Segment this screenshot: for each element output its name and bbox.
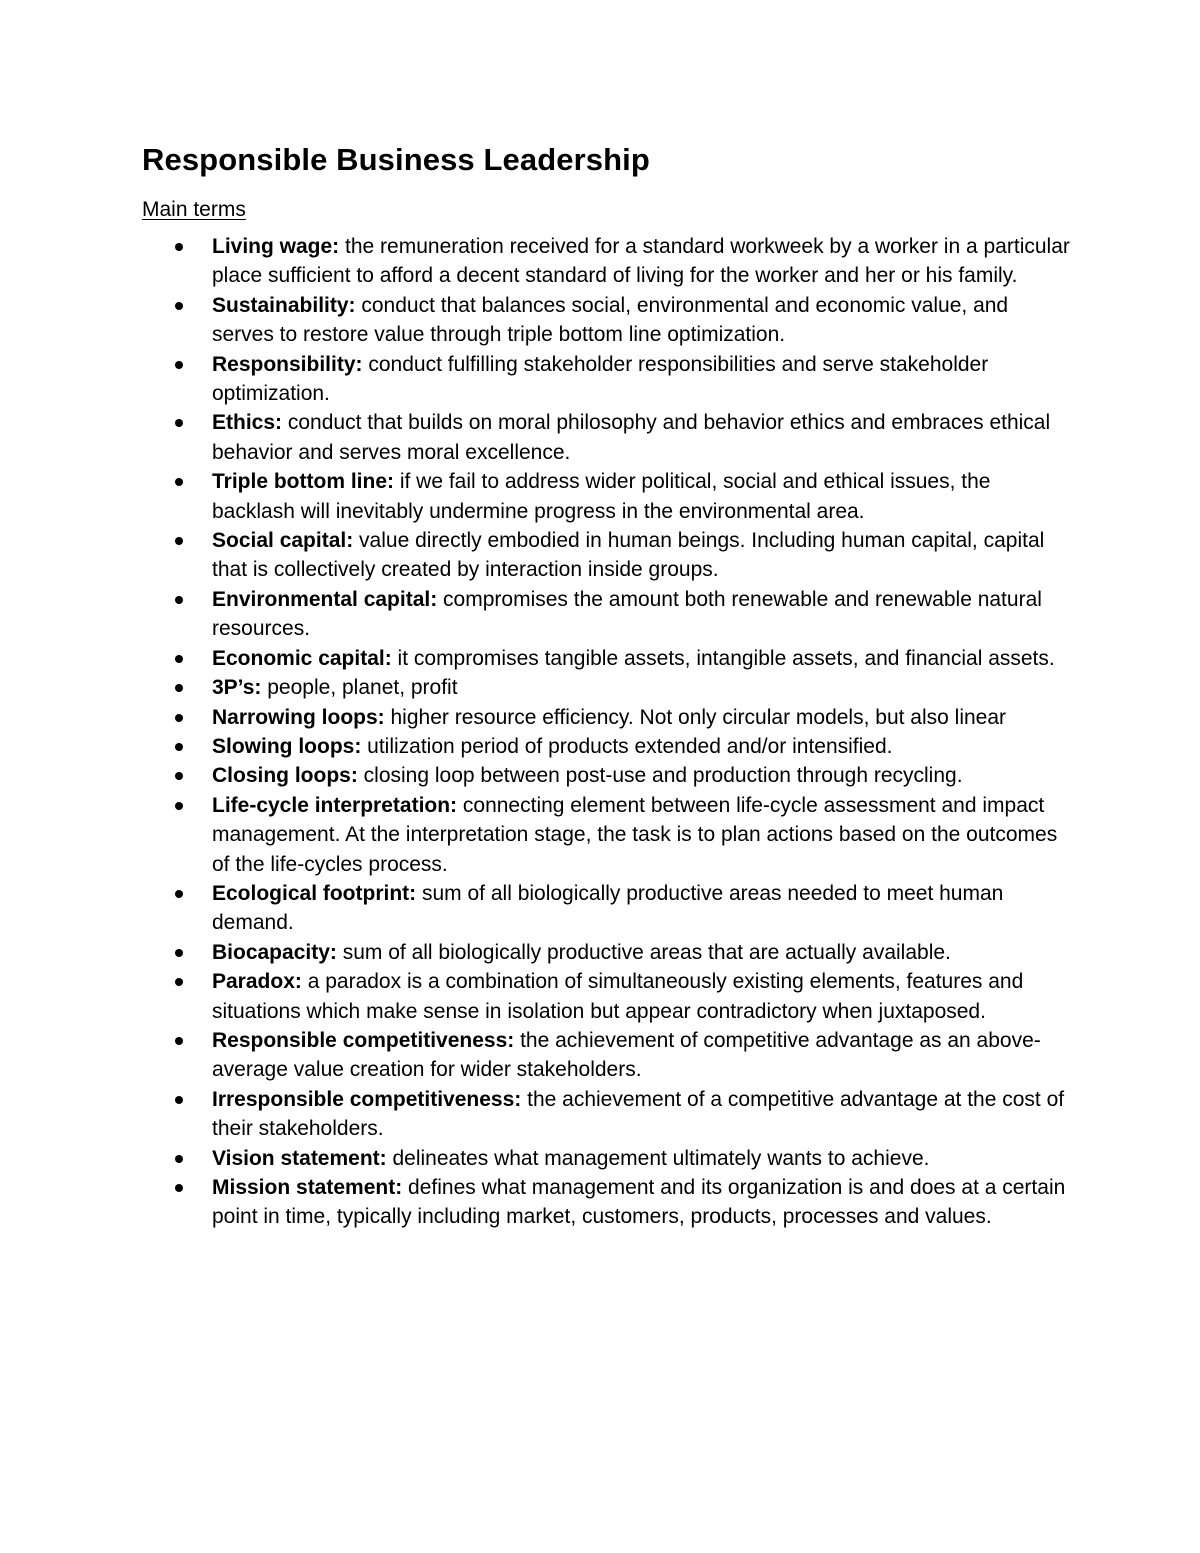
bullet-icon (175, 978, 183, 986)
list-item (142, 585, 1072, 644)
bullet-icon (175, 1184, 183, 1192)
terms-list (142, 232, 1072, 1232)
term-definition: value directly embodied in human beings. Including human capital, capital that is collectively created by interaction inside groups. (212, 529, 1045, 582)
term-name: Economic capital: (212, 646, 392, 670)
term-name: Paradox: (212, 970, 302, 994)
term-definition: the achievement of competitive advantage as an above-average value creation for wider stakeholders. (212, 1028, 1041, 1082)
bullet-icon (175, 1037, 183, 1045)
list-item (142, 350, 1072, 409)
bullet-icon (175, 890, 183, 898)
term-name: Life-cycle interpretation: (212, 793, 458, 817)
bullet-icon (175, 714, 183, 722)
bullet-icon (175, 684, 183, 692)
list-item (142, 761, 1072, 790)
term-definition: sum of all biologically productive areas needed to meet human demand. (212, 881, 1004, 935)
term-definition: if we fail to address wider political, social and ethical issues, the backlash will inevitably undermine progress in the environmental area. (212, 470, 991, 523)
term-name: Sustainability: (212, 293, 356, 317)
list-item (142, 673, 1072, 702)
term-definition: the achievement of a competitive advantage at the cost of their stakeholders. (212, 1087, 1065, 1141)
bullet-icon (175, 655, 183, 663)
term-name: Mission statement: (212, 1176, 403, 1199)
list-item (142, 232, 1072, 291)
term-name: Closing loops: (212, 764, 358, 788)
term-definition: sum of all biologically productive areas that are actually available. (336, 940, 951, 964)
term-name: Ethics: (212, 411, 283, 435)
term-definition: connecting element between life-cycle assessment and impact management. At the interpretation stage, the task is to plan actions based on the outcomes of the life-cycles process. (212, 793, 1058, 876)
term-name: Irresponsible competitiveness: (212, 1087, 522, 1111)
term-name: Triple bottom line: (212, 470, 394, 494)
term-name: Biocapacity: (212, 940, 337, 964)
term-name: Responsible competitiveness: (212, 1028, 515, 1052)
list-item (142, 732, 1072, 761)
section-heading: Main terms (142, 198, 246, 221)
list-item (142, 644, 1072, 673)
list-item (142, 526, 1072, 585)
term-definition: closing loop between post-use and production through recycling. (357, 764, 963, 788)
list-item (142, 703, 1072, 732)
bullet-icon (175, 596, 183, 604)
bullet-icon (175, 419, 183, 427)
list-item (142, 791, 1072, 879)
term-definition: conduct that builds on moral philosophy and behavior ethics and embraces ethical behavior and serves moral excellence. (212, 411, 1051, 464)
term-definition: it compromises tangible assets, intangible assets, and financial assets. (391, 646, 1055, 670)
list-item (142, 938, 1072, 967)
list-item (142, 408, 1072, 467)
term-definition: compromises the amount both renewable and renewable natural resources. (212, 587, 1042, 641)
bullet-icon (175, 537, 183, 545)
bullet-icon (175, 302, 183, 310)
list-item (142, 1173, 1072, 1232)
term-name: 3P’s: (212, 676, 262, 700)
term-name: Narrowing loops: (212, 705, 385, 729)
list-item (142, 467, 1072, 526)
list-item (142, 1026, 1072, 1085)
term-name: Social capital: (212, 529, 354, 553)
list-item (142, 879, 1072, 938)
term-definition: conduct fulfilling stakeholder responsibilities and serve stakeholder optimization. (212, 352, 989, 406)
term-name: Ecological footprint: (212, 881, 417, 905)
term-definition: delineates what management ultimately wants to achieve. (386, 1146, 930, 1170)
bullet-icon (175, 243, 183, 251)
term-name: Slowing loops: (212, 734, 362, 758)
bullet-icon (175, 772, 183, 780)
bullet-icon (175, 743, 183, 751)
term-definition: higher resource efficiency. Not only circular models, but also linear (384, 705, 1007, 729)
document-page (142, 139, 1072, 1232)
list-item (142, 291, 1072, 350)
term-definition: defines what management and its organization is and does at a certain point in time, typically including market, customers, products, processes and values. (212, 1176, 1066, 1229)
list-item (142, 967, 1072, 1026)
bullet-icon (175, 802, 183, 810)
term-definition: utilization period of products extended and/or intensified. (361, 734, 893, 758)
term-name: Environmental capital: (212, 587, 438, 611)
term-definition: people, planet, profit (261, 676, 458, 700)
term-definition: conduct that balances social, environmental and economic value, and serves to restore value through triple bottom line optimization. (212, 293, 1009, 347)
term-name: Vision statement: (212, 1146, 387, 1170)
term-name: Responsibility: (212, 352, 363, 376)
bullet-icon (175, 361, 183, 369)
bullet-icon (175, 1096, 183, 1104)
document-title: Responsible Business Leadership (142, 142, 650, 177)
list-item (142, 1144, 1072, 1173)
term-definition: the remuneration received for a standard workweek by a worker in a particular place sufficient to afford a decent standard of living for the worker and her or his family. (212, 235, 1070, 288)
list-item (142, 1085, 1072, 1144)
bullet-icon (175, 1155, 183, 1163)
term-name: Living wage: (212, 235, 340, 258)
bullet-icon (175, 949, 183, 957)
term-definition: a paradox is a combination of simultaneously existing elements, features and situations which make sense in isolation but appear contradictory when juxtaposed. (212, 970, 1024, 1023)
bullet-icon (175, 478, 183, 486)
